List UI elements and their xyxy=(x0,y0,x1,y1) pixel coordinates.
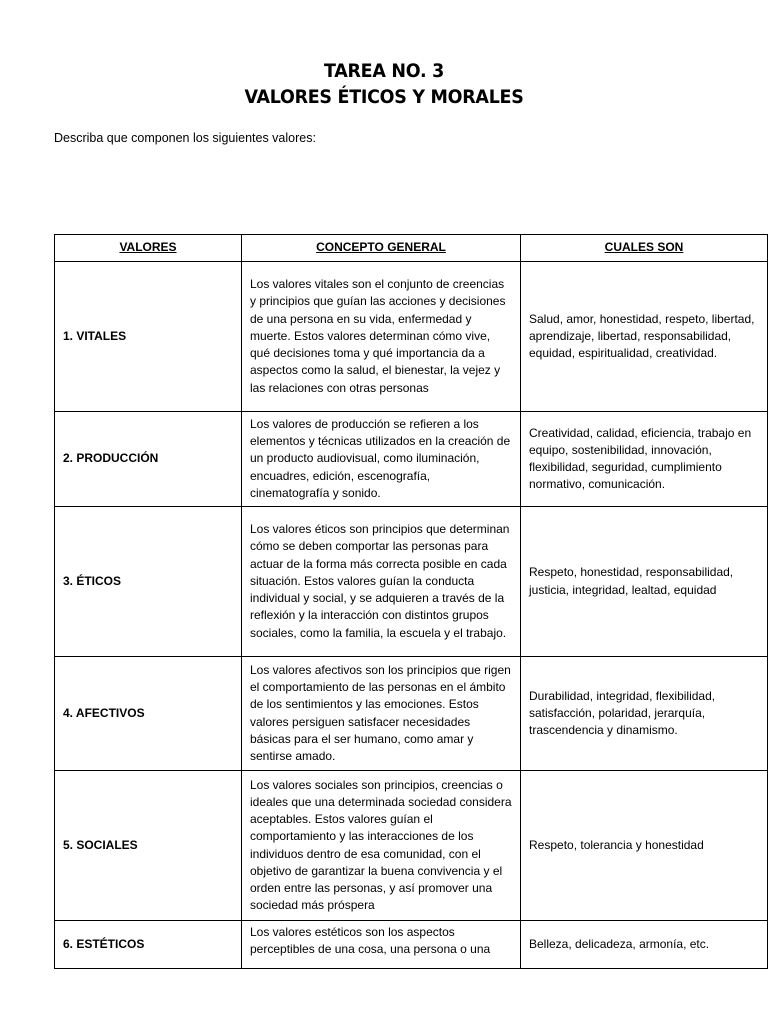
values-table xyxy=(54,234,768,969)
table-row xyxy=(55,771,768,921)
value-list: Respeto, honestidad, responsabilidad, justicia, integridad, lealtad, equidad xyxy=(521,507,768,657)
header-concepto-general: CONCEPTO GENERAL xyxy=(242,235,521,262)
table-row xyxy=(55,921,768,969)
value-concept: Los valores de producción se refieren a los elementos y técnicas utilizados en la creación de un producto audiovisual, como iluminación, encuadres, edición, escenografía, cinematografía y sonido. xyxy=(242,412,521,507)
title-line-2: VALORES ÉTICOS Y MORALES xyxy=(244,86,524,108)
table-row xyxy=(55,507,768,657)
table-row xyxy=(55,412,768,507)
value-name: 2. PRODUCCIÓN xyxy=(55,412,242,507)
instructions-text: Describa que componen los siguientes valores: xyxy=(54,131,316,145)
value-list: Durabilidad, integridad, flexibilidad, satisfacción, polaridad, jerarquía, trascendencia y dinamismo. xyxy=(521,657,768,771)
value-name: 4. AFECTIVOS xyxy=(55,657,242,771)
value-concept: Los valores éticos son principios que determinan cómo se deben comportar las personas para actuar de la forma más correcta posible en cada situación. Estos valores guían la conducta individual y social, y se adquieren a través de la reflexión y la interacción con distintos grupos sociales, como la familia, la escuela y el trabajo. xyxy=(242,507,521,657)
table-row xyxy=(55,657,768,771)
table-header-row xyxy=(55,235,768,262)
value-name: 1. VITALES xyxy=(55,262,242,412)
table-row xyxy=(55,262,768,412)
value-name: 6. ESTÉTICOS xyxy=(55,921,242,969)
value-name: 3. ÉTICOS xyxy=(55,507,242,657)
value-list: Belleza, delicadeza, armonía, etc. xyxy=(521,921,768,969)
title-line-1: TAREA NO. 3 xyxy=(323,60,445,82)
value-list: Salud, amor, honestidad, respeto, libertad, aprendizaje, libertad, responsabilidad, equidad, espiritualidad, creatividad. xyxy=(521,262,768,412)
document-title xyxy=(0,58,768,110)
value-list: Respeto, tolerancia y honestidad xyxy=(521,771,768,921)
value-concept: Los valores vitales son el conjunto de creencias y principios que guían las acciones y decisiones de una persona en su vida, enfermedad y muerte. Estos valores determinan cómo vive, qué decisiones toma y qué importancia da a aspectos como la salud, el bienestar, la vejez y las relaciones con otras personas xyxy=(242,262,521,412)
header-cuales-son: CUALES SON xyxy=(521,235,768,262)
value-list: Creatividad, calidad, eficiencia, trabajo en equipo, sostenibilidad, innovación, flexibilidad, seguridad, cumplimiento normativo, comunicación. xyxy=(521,412,768,507)
value-concept: Los valores estéticos son los aspectos perceptibles de una cosa, una persona o una xyxy=(242,921,521,969)
value-concept: Los valores afectivos son los principios que rigen el comportamiento de las personas en el ámbito de los sentimientos y las emociones. Estos valores persiguen satisfacer necesidades básicas para el ser humano, como amar y sentirse amado. xyxy=(242,657,521,771)
header-valores: VALORES xyxy=(55,235,242,262)
value-name: 5. SOCIALES xyxy=(55,771,242,921)
value-concept: Los valores sociales son principios, creencias o ideales que una determinada sociedad considera aceptables. Estos valores guían el comportamiento y las interacciones de los individuos dentro de esa comunidad, con el objetivo de garantizar la buena convivencia y el orden entre las personas, y así promover una sociedad más próspera xyxy=(242,771,521,921)
